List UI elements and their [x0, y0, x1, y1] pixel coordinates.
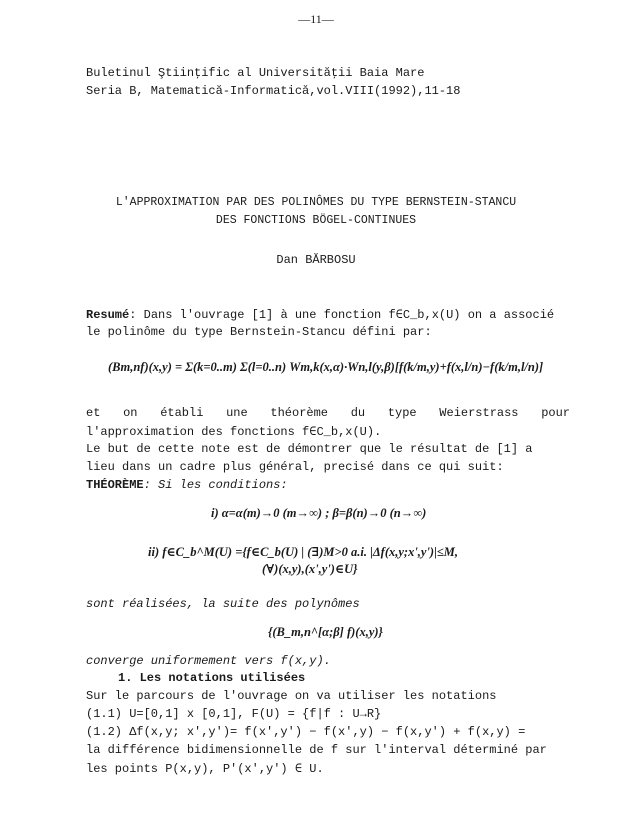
section-1-line-3: les points P(x,y), P'(x',y') ∈ U.	[86, 762, 324, 776]
equation-1-2: (1.2) Δf(x,y; x',y')= f(x',y') − f(x',y) − f(x,y') + f(x,y) =	[86, 725, 526, 739]
condition-i: i) α=α(m)→0 (m→∞) ; β=β(n)→0 (n→∞)	[211, 506, 427, 520]
polynomial-sequence: {(B_m,n^[α;β] f)(x,y)}	[268, 625, 383, 639]
theorem-converge: converge uniformement vers f(x,y).	[86, 654, 331, 668]
theorem-intro: : Si les conditions:	[143, 478, 288, 492]
abstract-line-1	[86, 307, 554, 322]
theorem-intro-line	[86, 478, 288, 492]
abstract-line-5: Le but de cette note est de démontrer que le résultat de [1] a	[86, 442, 533, 456]
paper-title-line-2: DES FONCTIONS BÖGEL-CONTINUES	[215, 214, 417, 227]
condition-ii-line-2: (∀)(x,y),(x',y')∈U}	[262, 562, 358, 576]
journal-line-2: Seria B, Matematică-Informatică,vol.VIII(1992),11-18	[86, 84, 461, 98]
abstract-label: Resumé	[86, 308, 130, 322]
condition-ii-line-1: ii) f∈C_b^M(U) ={f∈C_b(U) | (∃)M>0 a.i. |Δf(x,y;x',y')|≤M,	[148, 545, 458, 559]
author-name: Dan BĂRBOSU	[276, 253, 356, 267]
section-1-line-1: Sur le parcours de l'ouvrage on va utiliser les notations	[86, 689, 497, 703]
page-number: —11—	[298, 12, 334, 26]
abstract-line-2: le polinôme du type Bernstein-Stancu défini par:	[86, 325, 432, 339]
abstract-line-1-text: : Dans l'ouvrage [1] à une fonction f∈C_b,x(U) on a associé	[129, 308, 555, 322]
abstract-line-4: l'approximation des fonctions f∈C_b,x(U).	[86, 425, 382, 439]
abstract-line-6: lieu dans un cadre plus général, precisé dans ce qui suit:	[86, 460, 504, 474]
theorem-label: THÉORÈME	[86, 478, 144, 492]
paper-title-line-1: L'APPROXIMATION PAR DES POLINÔMES DU TYPE BERNSTEIN-STANCU	[115, 196, 517, 209]
journal-line-1: Buletinul Ştiinţific al Universităţii Baia Mare	[86, 66, 425, 80]
equation-1-1: (1.1) U=[0,1] x [0,1], F(U) = {f|f : U→R}	[86, 707, 382, 721]
section-1-line-2: la différence bidimensionnelle de f sur l'interval déterminé par	[86, 743, 547, 757]
theorem-realized: sont réalisées, la suite des polynômes	[86, 597, 360, 611]
section-1-heading: 1. Les notations utilisées	[118, 671, 306, 685]
abstract-line-3: et on établi une théorème du type Weierstrass pour	[86, 406, 570, 420]
bernstein-stancu-formula: (Bm,nf)(x,y) = Σ(k=0..m) Σ(l=0..n) Wm,k(x,α)·Wn,l(y,β)[f(k/m,y)+f(x,l/n)−f(k/m,l/n)]	[108, 360, 544, 374]
